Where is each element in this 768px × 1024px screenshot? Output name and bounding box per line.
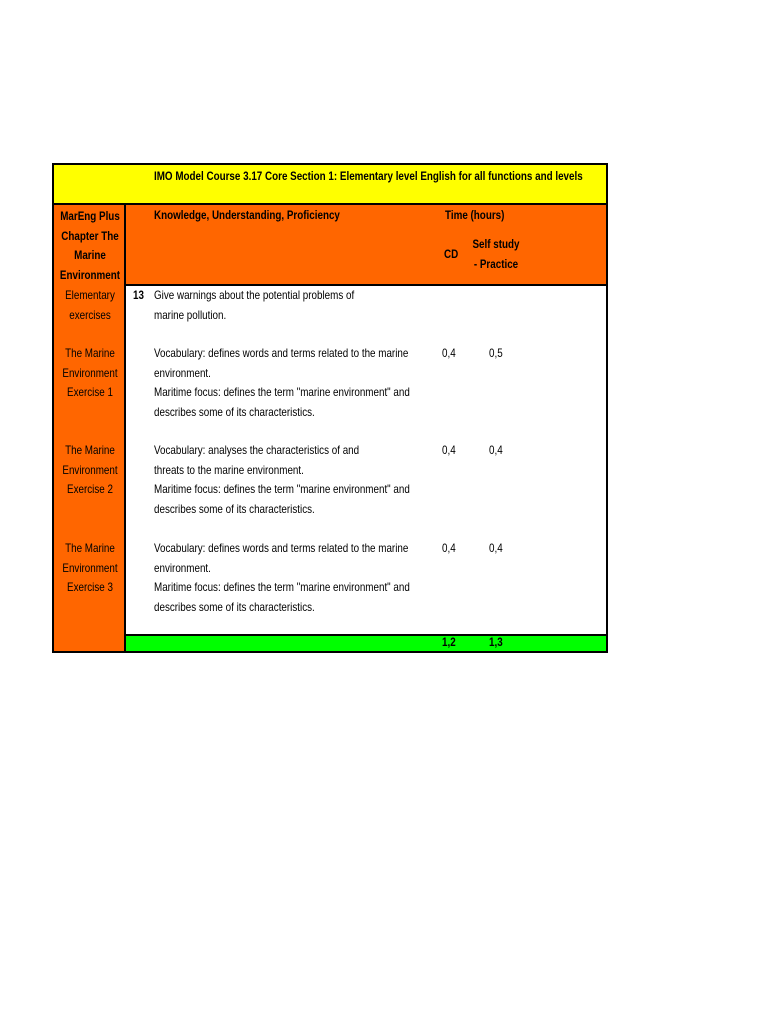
cd-hours: 0,4 xyxy=(442,346,456,360)
cd-header: CD xyxy=(444,247,459,261)
self-study-hours: 0,4 xyxy=(489,443,503,457)
total-self-study: 1,3 xyxy=(489,635,503,649)
self-study-hours: 0,5 xyxy=(489,346,503,360)
chapter-column: MarEng Plus Chapter The Marine Environment Elementary exercises The Marine Environment Exercise 1 The Marine Environment Exercise 2 The Marine Environment Exercise 3 xyxy=(54,205,126,651)
course-table: IMO Model Course 3.17 Core Section 1: Elementary level English for all functions and levels Knowledge, Understanding, Proficiency Time (hours) CD Self study - Practice MarEng Plus Chapter The Marine Environment Elementary exercises The Marine Environment Exercise 1 The Marine Environment Exercise 2 The Marine Environment Exercise 3 13 Give warnings about the potential problems of marine pollution. Vocabulary: defines words and terms related to the marine environment. Maritime focus: defines the term "marine environment" and describes some of its characteristics. 0,4 0,5 Vocabulary: analyses the characteristics of and threats to the marine environment. Maritime focus: defines the term "marine environment" and describes some of its characteristics. 0,4 0,4 Vocabulary: defines words and terms related to the marine environment. Maritime focus: defines the term "marine environment" and describes some of its characteristics. 0,4 0,4 1,2 1,3 xyxy=(52,163,608,653)
title-row xyxy=(54,165,606,205)
self-study-header: Self study - Practice xyxy=(472,237,520,271)
totals-row xyxy=(126,634,606,651)
time-header: Time (hours) xyxy=(445,208,505,222)
row-number: 13 xyxy=(133,288,144,302)
header-row xyxy=(54,205,606,286)
table-title: IMO Model Course 3.17 Core Section 1: Elementary level English for all functions and levels xyxy=(154,169,583,183)
cd-hours: 0,4 xyxy=(442,541,456,555)
self-study-hours: 0,4 xyxy=(489,541,503,555)
total-cd: 1,2 xyxy=(442,635,456,649)
cd-hours: 0,4 xyxy=(442,443,456,457)
knowledge-header: Knowledge, Understanding, Proficiency xyxy=(154,208,340,222)
